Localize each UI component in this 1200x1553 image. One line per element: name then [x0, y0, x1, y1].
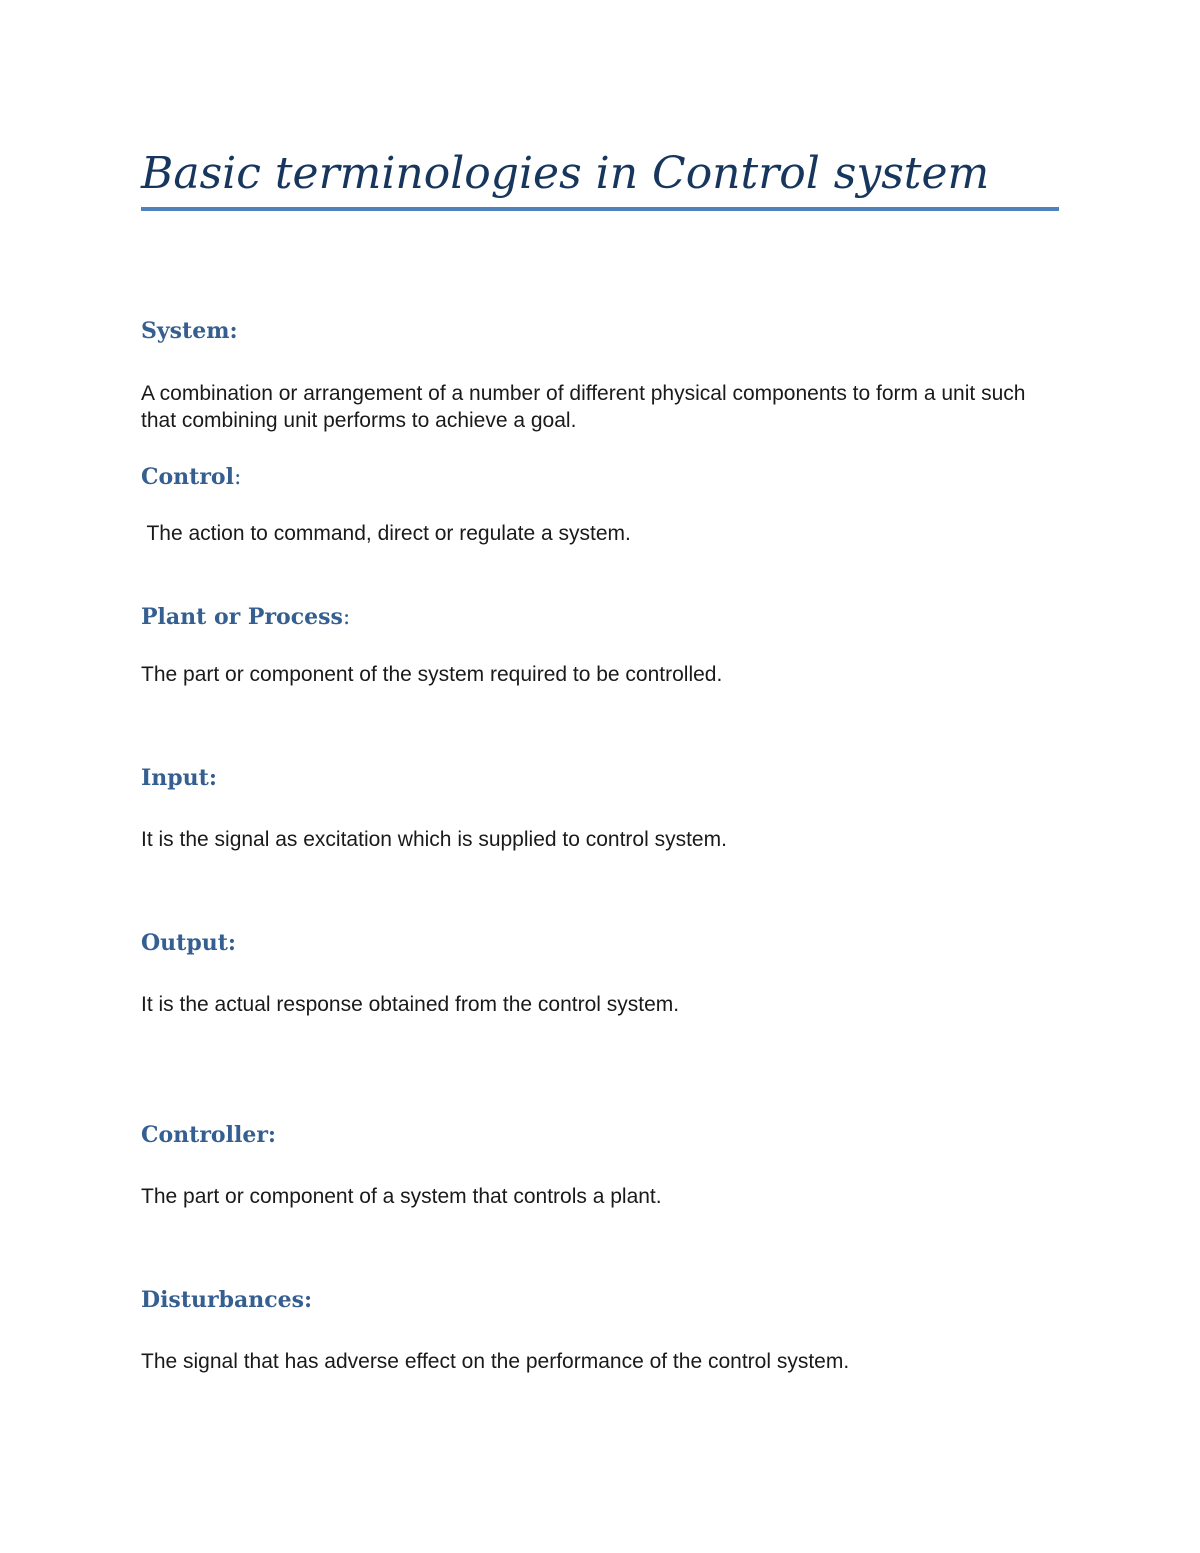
- term-heading-input: [141, 763, 217, 793]
- term-colon: :: [233, 465, 242, 490]
- term-definition-controller: The part or component of a system that controls a plant.: [141, 1185, 662, 1208]
- title-underline: [141, 207, 1059, 211]
- term-heading-system: [141, 316, 238, 346]
- term-label: Plant or Process: [141, 604, 343, 630]
- term-heading-output: [141, 928, 236, 958]
- term-colon: :: [342, 605, 351, 630]
- term-definition-control: The action to command, direct or regulate a system.: [141, 522, 631, 545]
- term-definition-input: It is the signal as excitation which is supplied to control system.: [141, 828, 727, 851]
- term-definition-plant-or-process: The part or component of the system required to be controlled.: [141, 663, 723, 686]
- term-label: Output:: [141, 930, 236, 956]
- term-label: Control: [141, 464, 234, 490]
- term-heading-controller: [141, 1120, 276, 1150]
- term-label: System:: [141, 318, 238, 344]
- term-definition-disturbances: The signal that has adverse effect on the performance of the control system.: [141, 1350, 850, 1373]
- term-heading-disturbances: [141, 1285, 312, 1315]
- term-heading-plant-or-process: [141, 602, 350, 633]
- term-label: Disturbances:: [141, 1287, 313, 1313]
- term-heading-control: [141, 462, 241, 493]
- term-definition-output: It is the actual response obtained from the control system.: [141, 993, 680, 1016]
- document-title: Basic terminologies in Control system: [141, 148, 990, 199]
- term-label: Controller:: [141, 1122, 277, 1148]
- term-label: Input:: [141, 765, 217, 791]
- term-definition-system: A combination or arrangement of a number of different physical components to form a unit such that combining unit performs to achieve a goal.: [141, 382, 1026, 432]
